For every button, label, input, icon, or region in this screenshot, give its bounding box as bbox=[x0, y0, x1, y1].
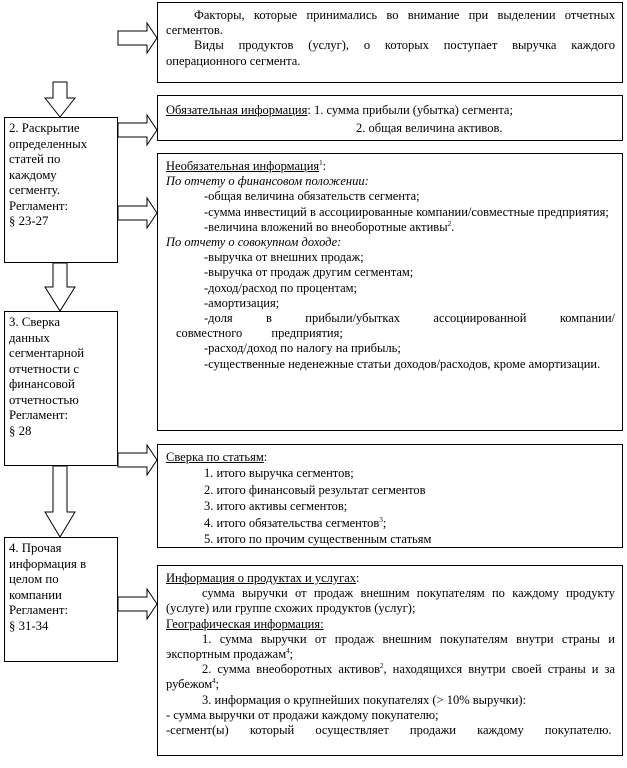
reconcile-box bbox=[157, 444, 623, 548]
step-4-box bbox=[4, 537, 118, 662]
ci-item: -выручка от продаж другим сегментам; bbox=[204, 265, 414, 280]
reconcile-item: 5. итого по прочим существенным статьям bbox=[204, 532, 432, 547]
geo-item-3-a: - сумма выручки от продажи каждому покупателю; bbox=[166, 707, 439, 722]
ci-item: -доход/расход по процентам; bbox=[204, 280, 358, 295]
arrow-right-factors bbox=[118, 23, 157, 53]
mandatory-item-2: 2. общая величина активов. bbox=[356, 121, 503, 135]
mandatory-title: Обязательная информация bbox=[166, 103, 308, 117]
geo-item-1-sup: 4 bbox=[286, 646, 290, 655]
ci-item: -существенные неденежные статьи доходов/расходов, кроме амортизации. bbox=[204, 356, 601, 371]
geo-item-3-b: -сегмент(ы) который осуществляет продажи каждому покупателю. bbox=[166, 723, 612, 738]
reconcile-colon: : bbox=[263, 450, 268, 464]
reconcile-item-4-end: ; bbox=[382, 515, 387, 530]
step-4-line: Регламент: bbox=[9, 603, 69, 617]
geo-item-2 bbox=[166, 662, 615, 692]
step-4-line: компании bbox=[9, 587, 62, 602]
step-3-line: 3. Сверка bbox=[9, 315, 61, 329]
geo-item-1 bbox=[166, 632, 615, 662]
factors-text: Факторы, которые принимались во внимание при выделении отчетных сегментов. bbox=[166, 8, 615, 38]
step-2-line: статей по bbox=[9, 152, 61, 166]
products-types-text: Виды продуктов (услуг), о которых поступает выручка каждого операционного сегмента. bbox=[166, 38, 615, 68]
fp-item-3-end: . bbox=[451, 219, 455, 234]
ci-item: -амортизация; bbox=[204, 295, 280, 310]
fp-item: -общая величина обязательств сегмента; bbox=[204, 189, 420, 204]
step-3-line: § 28 bbox=[9, 423, 32, 438]
step-3-line: отчетности с bbox=[9, 361, 80, 376]
optional-header bbox=[166, 159, 615, 174]
fp-item-3-text: -величина вложений во внеоборотные активы bbox=[204, 219, 448, 234]
ci-item: -расход/доход по налогу на прибыль; bbox=[204, 341, 401, 356]
geo-title: Географическая информация: bbox=[166, 616, 324, 631]
reconcile-header bbox=[166, 449, 615, 465]
reconcile-title: Сверка по статьям bbox=[166, 450, 264, 464]
financial-position-title: По отчету о финансовом положении: bbox=[166, 174, 369, 189]
mandatory-box bbox=[157, 95, 623, 141]
other-info-box bbox=[157, 565, 623, 756]
geo-item-1-text: 1. сумма выручки от продаж внешним покупателям внутри страны и экспортным продажам bbox=[166, 631, 615, 662]
optional-title-sup: 1 bbox=[319, 158, 323, 167]
arrow-down-1 bbox=[45, 82, 75, 117]
factors-box bbox=[157, 2, 623, 83]
reconcile-item: 1. итого выручка сегментов; bbox=[204, 466, 354, 481]
reconcile-item-4-sup: 3 bbox=[379, 515, 383, 524]
comprehensive-income-title: По отчету о совокупном доходе: bbox=[166, 235, 342, 250]
step-2-line: определенных bbox=[9, 136, 88, 151]
step-2-line: 2. Раскрытие bbox=[9, 121, 80, 135]
products-colon: : bbox=[356, 571, 360, 585]
mandatory-item-1: 1. сумма прибыли (убытка) сегмента; bbox=[310, 103, 513, 117]
reconcile-item-4-text: 4. итого обязательства сегментов bbox=[204, 515, 380, 530]
fp-item-3-sup: 2 bbox=[447, 219, 452, 228]
reconcile-item: 2. итого финансовый результат сегментов bbox=[204, 482, 426, 497]
products-title: Информация о продуктах и услугах bbox=[166, 571, 357, 585]
optional-box bbox=[157, 153, 623, 431]
step-4-line: информация в bbox=[9, 556, 87, 571]
geo-item-2-end: ; bbox=[215, 677, 220, 692]
arrow-down-2 bbox=[45, 263, 75, 311]
ci-item: -доля в прибыли/убытках ассоциированной компании/совместного предприятия; bbox=[176, 311, 615, 341]
step-3-line: сегментарной bbox=[9, 346, 85, 360]
step-3-line: отчетностью bbox=[9, 392, 79, 407]
arrow-right-mandatory bbox=[118, 115, 157, 145]
geo-item-2-sup-b: 4 bbox=[212, 677, 216, 686]
arrow-right-optional bbox=[118, 198, 157, 228]
step-2-line: каждому bbox=[9, 167, 57, 182]
geo-item-2-text-b: , находящихся внутри своей страны и за рубежом bbox=[166, 662, 616, 692]
products-text: сумма выручки от продаж внешним покупателям по каждому продукту (услуге) или группе схожих продуктов (услуг); bbox=[166, 586, 615, 616]
geo-item-1-end: ; bbox=[289, 647, 294, 662]
fp-item bbox=[166, 220, 615, 235]
products-header bbox=[166, 571, 615, 586]
step-4-line: целом по bbox=[9, 572, 59, 586]
optional-colon: : bbox=[322, 159, 327, 173]
step-3-line: Регламент: bbox=[9, 408, 69, 422]
step-3-line: финансовой bbox=[9, 377, 75, 391]
reconcile-item bbox=[166, 515, 615, 531]
step-3-box bbox=[4, 311, 118, 466]
step-2-line: сегменту. bbox=[9, 183, 60, 197]
geo-item-3: 3. информация о крупнейших покупателях (> 10% выручки): bbox=[202, 692, 527, 707]
fp-item: -сумма инвестиций в ассоциированные компании/совместные предприятия; bbox=[204, 204, 609, 219]
mandatory-line-1 bbox=[166, 101, 615, 119]
step-4-line: 4. Прочая bbox=[9, 541, 62, 555]
step-3-line: данных bbox=[9, 330, 50, 345]
step-4-line: § 31-34 bbox=[9, 618, 49, 633]
step-2-line: Регламент: bbox=[9, 198, 69, 213]
ci-item: -выручка от внешних продаж; bbox=[204, 250, 364, 265]
geo-item-2-text-a: 2. сумма внеоборотных активов bbox=[202, 662, 380, 677]
arrow-right-reconcile bbox=[118, 445, 157, 475]
optional-title: Необязательная информация bbox=[166, 159, 320, 173]
step-2-line: § 23-27 bbox=[9, 214, 49, 228]
reconcile-item: 3. итого активы сегментов; bbox=[204, 499, 348, 514]
step-2-box bbox=[4, 117, 118, 263]
arrow-right-other bbox=[118, 589, 157, 619]
mandatory-colon: : bbox=[307, 103, 311, 117]
geo-item-2-sup-a: 2 bbox=[379, 662, 384, 671]
arrow-down-3 bbox=[45, 466, 75, 537]
